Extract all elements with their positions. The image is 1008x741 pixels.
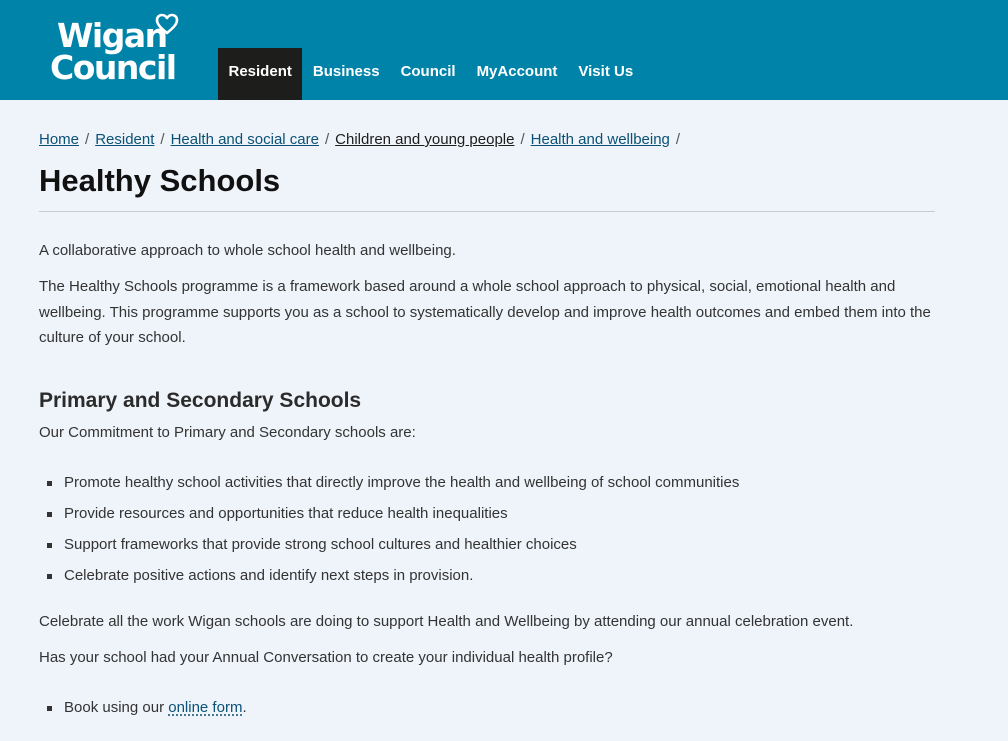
list-item: Promote healthy school activities that directly improve the health and wellbeing of school communities: [39, 470, 939, 496]
breadcrumb-separator: /: [675, 131, 681, 148]
nav-myaccount[interactable]: MyAccount: [476, 63, 558, 80]
list-item: Support frameworks that provide strong school cultures and healthier choices: [39, 532, 939, 558]
section-heading: Primary and Secondary Schools: [39, 388, 362, 412]
list-item: [39, 695, 939, 721]
logo-line-2: Council: [50, 48, 176, 87]
booking-list: [39, 695, 939, 721]
online-form-link[interactable]: online form: [168, 699, 243, 716]
book-suffix: .: [242, 699, 247, 716]
breadcrumb-home[interactable]: Home: [39, 131, 80, 148]
breadcrumb-resident[interactable]: Resident: [95, 131, 155, 148]
main-navigation: [218, 48, 644, 100]
breadcrumb-separator: /: [85, 131, 90, 148]
site-header: [0, 0, 1008, 100]
breadcrumb-children-young-people[interactable]: Children and young people: [335, 131, 515, 148]
book-prefix: Book using our: [64, 699, 169, 716]
nav-visit-us[interactable]: Visit Us: [578, 63, 634, 80]
celebrate-text: Celebrate all the work Wigan schools are doing to support Health and Wellbeing by attending our annual celebration event.: [39, 612, 854, 630]
nav-business[interactable]: Business: [312, 63, 380, 80]
nav-council[interactable]: Council: [400, 63, 456, 80]
question-text: Has your school had your Annual Conversation to create your individual health profile?: [39, 648, 613, 666]
breadcrumb-separator: /: [324, 131, 330, 148]
title-divider: [39, 211, 935, 212]
main-content: [39, 238, 939, 741]
breadcrumb-health-social-care[interactable]: Health and social care: [170, 131, 319, 148]
commitments-list: [39, 470, 939, 589]
wigan-council-logo[interactable]: [50, 14, 180, 87]
nav-resident[interactable]: Resident: [218, 48, 302, 100]
breadcrumb-health-wellbeing[interactable]: Health and wellbeing: [530, 131, 670, 148]
section-lead: Our Commitment to Primary and Secondary schools are:: [39, 423, 416, 441]
list-item: Celebrate positive actions and identify next steps in provision.: [39, 563, 939, 589]
description-text: The Healthy Schools programme is a framework based around a whole school approach to physical, social, emotional health and wellbeing. This programme supports you as a school to systematically develop and improve health outcomes and embed them into the culture of your school.: [39, 278, 931, 346]
heart-icon: [155, 12, 179, 36]
logo-line-1: Wigan: [57, 16, 167, 55]
page-title: Healthy Schools: [39, 163, 281, 198]
breadcrumb-separator: /: [160, 131, 165, 148]
breadcrumb-separator: /: [520, 131, 525, 148]
intro-text: A collaborative approach to whole school health and wellbeing.: [39, 242, 456, 259]
list-item: Provide resources and opportunities that reduce health inequalities: [39, 501, 939, 527]
breadcrumb: [39, 131, 686, 148]
